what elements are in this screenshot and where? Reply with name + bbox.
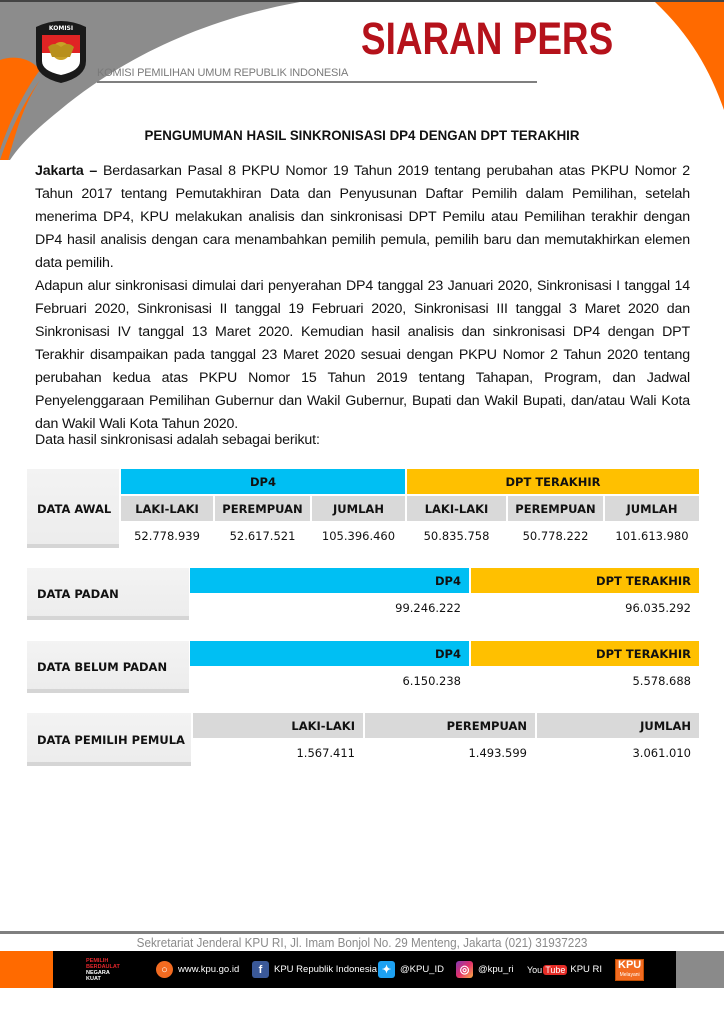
badge-top: KPU [618,958,642,971]
youtube-you: You [527,964,543,975]
column-header-dp4: DP4 [190,568,469,593]
column-header: LAKI-LAKI [407,496,506,521]
group-header-dpt: DPT TERAKHIR [407,469,699,494]
column-header: PEREMPUAN [215,496,310,521]
footer-rule [0,931,724,934]
kpu-logo [32,17,90,83]
link-label: @KPU_ID [400,964,444,975]
table-cell: 1.493.599 [468,745,527,760]
table-cell: 99.246.222 [395,600,461,615]
table-cell: 52.778.939 [134,528,200,543]
youtube-tube: Tube [545,964,566,975]
table-label: DATA AWAL [27,469,119,548]
table-cell: 105.396.460 [321,528,396,543]
globe-icon: ○ [156,961,173,978]
table-cell: 52.617.521 [229,528,296,543]
footer-link-website[interactable] [156,951,239,988]
table-cell: 5.578.688 [632,673,691,688]
column-header-dpt: DPT TERAKHIR [471,568,699,593]
table-cell: 96.035.292 [625,600,691,615]
paragraph-data-intro: Data hasil sinkronisasi adalah sebagai berikut: [35,432,320,448]
press-release-title: SIARAN PERS [361,13,614,64]
paragraph-intro [35,160,690,275]
column-header: JUMLAH [537,713,699,738]
link-label: @kpu_ri [478,964,514,975]
footer-link-facebook[interactable] [252,951,377,988]
document-title: PENGUMUMAN HASIL SINKRONISASI DP4 DENGAN DPT TERAKHIR [144,127,580,143]
paragraph-intro-body: Berdasarkan Pasal 8 PKPU Nomor 19 Tahun 2019 tentang perubahan atas PKPU Nomor 2 Tahun 2017 tentang Pemutakhiran Data dan Penyusunan Daftar Pemilih dalam Pemilihan, setelah menerima DP4, KPU melakukan analisis dan sinkronisasi DPT Pemilu atau Pemilihan terakhir dengan DP4 hasil analisis dengan cara menambahkan pemilih pemula, pemilih baru dan memutakhirkan elemen data pemilih. [35,163,690,271]
slogan-line: NEGARA [86,969,110,976]
organization-name: KOMISI PEMILIHAN UMUM REPUBLIK INDONESIA [97,67,349,79]
slogan-line: KUAT [86,975,101,982]
column-header: PEREMPUAN [508,496,603,521]
footer-orange-block [0,951,53,988]
slogan-line: PEMILIH [86,957,109,964]
facebook-icon: f [252,961,269,978]
column-header: PEREMPUAN [365,713,535,738]
twitter-icon: ✦ [378,961,395,978]
link-label: www.kpu.go.id [178,964,240,975]
table-label: DATA PADAN [27,568,189,620]
badge-bottom: Melayani [619,971,640,978]
footer-link-youtube[interactable] [527,951,602,988]
table-cell: 3.061.010 [632,745,691,760]
group-header-dp4: DP4 [121,469,405,494]
column-header-dpt: DPT TERAKHIR [471,641,699,666]
footer-address: Sekretariat Jenderal KPU RI, Jl. Imam Bonjol No. 29 Menteng, Jakarta (021) 31937223 [136,935,588,950]
footer-slogan [86,951,120,988]
link-label: KPU Republik Indonesia [274,964,377,975]
paragraph-timeline: Adapun alur sinkronisasi dimulai dari penyerahan DP4 tanggal 23 Januari 2020, Sinkronisasi I tanggal 14 Februari 2020, Sinkronisasi II tanggal 19 Februari 2020, Sinkronisasi III tanggal 3 Maret 2020 dan Sinkronisasi IV tanggal 13 Maret 2020. Kemudian hasil analisis dan sinkronisasi DP4 dengan DPT Terakhir disampaikan pada tanggal 23 Maret 2020 sesuai dengan PKPU Nomor 2 Tahun 2020 tentang perubahan kedua atas PKPU Nomor 15 Tahun 2019 tentang Tahapan, Program, dan Jadwal Penyelenggaraan Pemilihan Gubernur dan Wakil Gubernur, Bupati dan Wakil Bupati, dan/atau Wali Kota dan Wakil Wali Kota Tahun 2020. [35,278,690,432]
table-label: DATA PEMILIH PEMULA [27,713,191,766]
instagram-icon: ◎ [456,961,473,978]
youtube-icon [527,965,567,975]
column-header: JUMLAH [312,496,405,521]
column-header: LAKI-LAKI [193,713,363,738]
table-cell: 50.835.758 [423,528,490,543]
table-cell: 101.613.980 [615,528,689,543]
slogan-line: BERDAULAT [86,963,120,970]
footer-link-instagram[interactable] [456,951,514,988]
column-header-dp4: DP4 [190,641,469,666]
table-label: DATA BELUM PADAN [27,641,189,693]
column-header: LAKI-LAKI [121,496,213,521]
kpu-melayani-badge [615,951,644,988]
table-cell: 50.778.222 [522,528,589,543]
table-cell: 6.150.238 [402,673,461,688]
column-header: JUMLAH [605,496,699,521]
link-label: KPU RI [570,964,603,975]
footer-link-twitter[interactable] [378,951,444,988]
dateline: Jakarta – [35,163,98,179]
header-rule [97,81,537,83]
table-cell: 1.567.411 [296,745,355,760]
footer-grey-block [676,951,724,988]
svg-text:KOMISI: KOMISI [48,25,74,32]
